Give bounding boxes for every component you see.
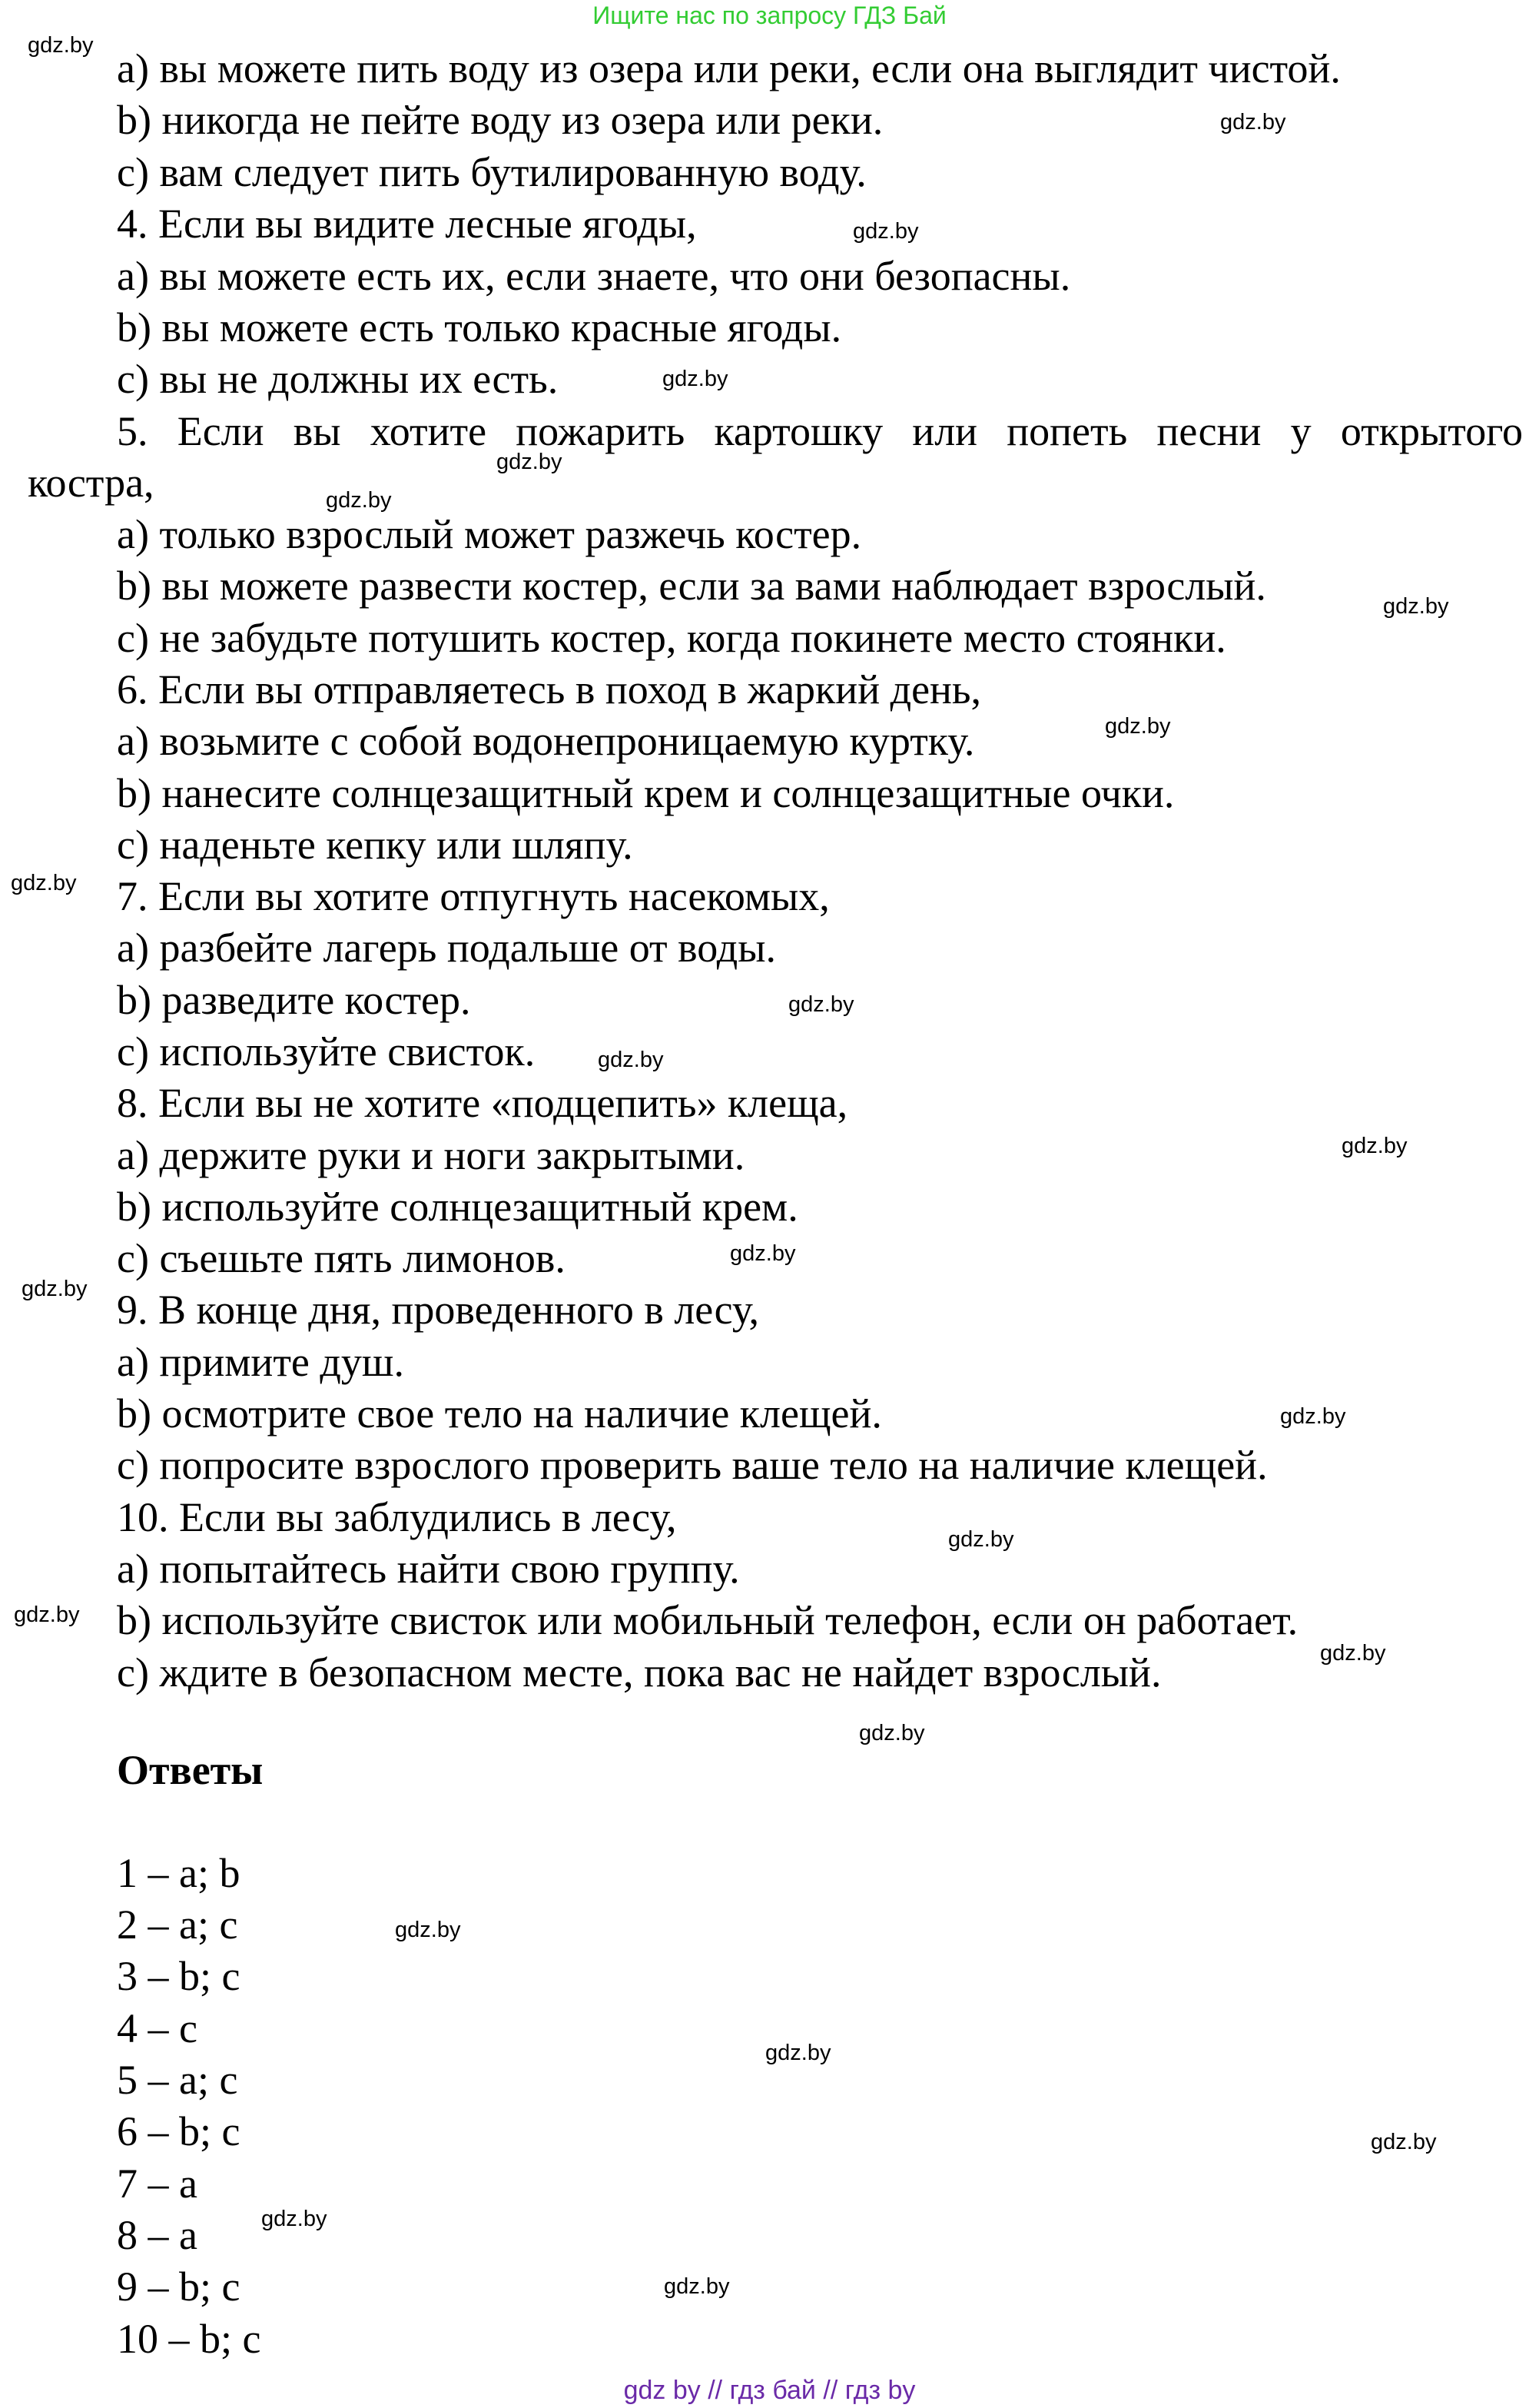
answer-item: 2 – a; c: [117, 1901, 238, 1948]
watermark: gdz.by: [1383, 594, 1449, 619]
q6-option-b: b) нанесите солнцезащитный крем и солнцезащитные очки.: [117, 770, 1175, 816]
q10-option-a: a) попытайтесь найти свою группу.: [117, 1546, 740, 1592]
q5-option-a: a) только взрослый может разжечь костер.: [117, 511, 862, 557]
footer-separator: //: [708, 2376, 723, 2405]
q7-option-c: c) используйте свисток.: [117, 1028, 536, 1074]
watermark: gdz.by: [664, 2274, 730, 2299]
watermark: gdz.by: [14, 1603, 80, 1627]
q5-option-b: b) вы можете развести костер, если за вами наблюдает взрослый.: [117, 563, 1266, 609]
watermark: gdz.by: [496, 450, 562, 474]
watermark: gdz.by: [1371, 2130, 1437, 2154]
watermark: gdz.by: [395, 1918, 461, 1942]
q7-option-a: a) разбейте лагерь подальше от воды.: [117, 925, 776, 971]
answer-item: 6 – b; c: [117, 2108, 240, 2154]
footer-link-gdz-bai[interactable]: гдз бай: [729, 2376, 816, 2405]
watermark: gdz.by: [662, 367, 728, 391]
q4-option-c: c) вы не должны их есть.: [117, 356, 559, 402]
q8-question: 8. Если вы не хотите «подцепить» клеща,: [117, 1080, 848, 1126]
q6-option-a: a) возьмите с собой водонепроницаемую куртку.: [117, 718, 975, 764]
answer-item: 1 – a; b: [117, 1850, 240, 1896]
q10-question: 10. Если вы заблудились в лесу,: [117, 1494, 677, 1540]
watermark: gdz.by: [326, 488, 392, 513]
watermark: gdz.by: [28, 33, 94, 58]
q9-option-a: a) примите душ.: [117, 1339, 404, 1385]
footer-link-gdz-by-ru[interactable]: гдз by: [844, 2376, 916, 2405]
answer-item: 4 – c: [117, 2005, 197, 2051]
answer-item: 9 – b; c: [117, 2264, 240, 2310]
watermark: gdz.by: [765, 2041, 831, 2065]
q7-question: 7. Если вы хотите отпугнуть насекомых,: [117, 873, 830, 919]
q8-option-a: a) держите руки и ноги закрытыми.: [117, 1132, 745, 1178]
q3-option-a: a) вы можете пить воду из озера или реки, если она выглядит чистой.: [117, 45, 1341, 91]
q7-option-b: b) разведите костер.: [117, 977, 471, 1023]
watermark: gdz.by: [948, 1527, 1014, 1552]
q4-option-b: b) вы можете есть только красные ягоды.: [117, 304, 842, 350]
q3-option-c: c) вам следует пить бутилированную воду.: [117, 149, 867, 195]
q9-option-b: b) осмотрите свое тело на наличие клещей.: [117, 1390, 882, 1436]
answer-item: 7 – a: [117, 2161, 197, 2207]
q8-option-b: b) используйте солнцезащитный крем.: [117, 1184, 798, 1230]
answer-item: 10 – b; c: [117, 2316, 261, 2362]
q6-option-c: c) наденьте кепку или шляпу.: [117, 822, 633, 868]
watermark: gdz.by: [1280, 1404, 1346, 1429]
q4-option-a: a) вы можете есть их, если знаете, что они безопасны.: [117, 253, 1071, 299]
q5-question-line2: костра,: [28, 460, 154, 506]
watermark: gdz.by: [261, 2207, 327, 2231]
search-banner-link[interactable]: Ищите нас по запросу ГДЗ Бай: [592, 2, 947, 29]
watermark: gdz.by: [1220, 110, 1286, 135]
footer-link-gdz-by[interactable]: gdz by: [623, 2376, 701, 2405]
q9-option-c: c) попросите взрослого проверить ваше тело на наличие клещей.: [117, 1442, 1268, 1488]
footer-separator: //: [823, 2376, 838, 2405]
watermark: gdz.by: [853, 219, 919, 244]
q10-option-c: c) ждите в безопасном месте, пока вас не найдет взрослый.: [117, 1649, 1162, 1696]
footer-links: [0, 2375, 1539, 2406]
answer-item: 8 – a: [117, 2212, 197, 2258]
watermark: gdz.by: [788, 992, 854, 1017]
q9-question: 9. В конце дня, проведенного в лесу,: [117, 1287, 759, 1333]
answer-item: 3 – b; c: [117, 1953, 240, 1999]
answers-heading: Ответы: [117, 1747, 264, 1793]
watermark: gdz.by: [22, 1277, 88, 1301]
watermark: gdz.by: [730, 1241, 796, 1266]
q4-question: 4. Если вы видите лесные ягоды,: [117, 201, 697, 247]
q6-question: 6. Если вы отправляетесь в поход в жаркий день,: [117, 666, 982, 712]
answer-item: 5 – a; c: [117, 2057, 238, 2103]
watermark: gdz.by: [1320, 1641, 1386, 1666]
q5-question-line1: 5. Если вы хотите пожарить картошку или попеть песни у открытого: [117, 408, 1523, 454]
watermark: gdz.by: [1105, 714, 1171, 739]
q3-option-b: b) никогда не пейте воду из озера или реки.: [117, 97, 884, 143]
watermark: gdz.by: [859, 1721, 925, 1745]
q8-option-c: c) съешьте пять лимонов.: [117, 1235, 566, 1281]
watermark: gdz.by: [11, 871, 77, 895]
q10-option-b: b) используйте свисток или мобильный телефон, если он работает.: [117, 1597, 1299, 1643]
watermark: gdz.by: [598, 1048, 664, 1072]
watermark: gdz.by: [1342, 1134, 1408, 1158]
q5-option-c: c) не забудьте потушить костер, когда покинете место стоянки.: [117, 615, 1226, 661]
